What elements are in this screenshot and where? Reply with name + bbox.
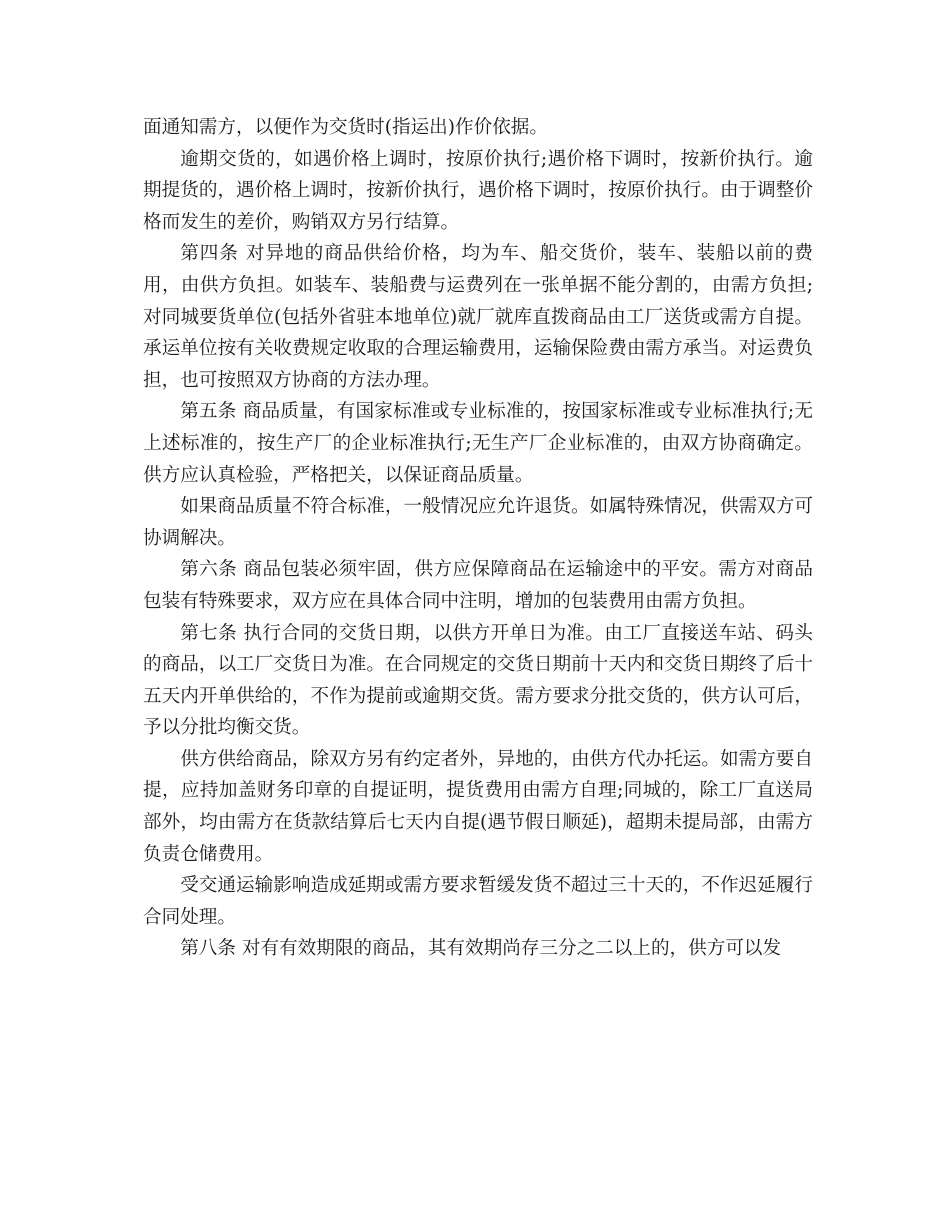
- paragraph: 供方供给商品，除双方另有约定者外，异地的，由供方代办托运。如需方要自提，应持加盖财务印章的自提证明，提货费用由需方自理;同城的，除工厂直送局部外，均由需方在货款结算后七天内自提(遇节假日顺延)，超期未提局部，由需方负责仓储费用。: [143, 748, 813, 865]
- paragraph: 受交通运输影响造成延期或需方要求暂缓发货不超过三十天的，不作迟延履行合同处理。: [143, 875, 813, 928]
- paragraph-article-8: 第八条 对有有效期限的商品，其有效期尚存三分之二以上的，供方可以发: [180, 938, 782, 960]
- paragraph: 面通知需方，以便作为交货时(指运出)作价依据。: [143, 117, 548, 138]
- paragraph-article-7: 第七条 执行合同的交货日期，以供方开单日为准。由工厂直接送车站、码头的商品，以工厂交货日为准。在合同规定的交货日期前十天内和交货日期终了后十五天内开单供给的，不作为提前或逾期交货。需方要求分批交货的，供方认可后，予以分批均衡交货。: [143, 622, 813, 739]
- paragraph-article-5: 第五条 商品质量，有国家标准或专业标准的，按国家标准或专业标准执行;无上述标准的，按生产厂的企业标准执行;无生产厂企业标准的，由双方协商确定。供方应认真检验，严格把关，以保证商品质量。: [143, 401, 813, 486]
- paragraph: 如果商品质量不符合标准，一般情况应允许退货。如属特殊情况，供需双方可协调解决。: [143, 496, 813, 549]
- paragraph: 逾期交货的，如遇价格上调时，按原价执行;遇价格下调时，按新价执行。逾期提货的，遇价格上调时，按新价执行，遇价格下调时，按原价执行。由于调整价格而发生的差价，购销双方另行结算。: [143, 148, 813, 233]
- paragraph-article-4: 第四条 对异地的商品供给价格，均为车、船交货价，装车、装船以前的费用，由供方负担。如装车、装船费与运费列在一张单据不能分割的，由需方负担;对同城要货单位(包括外省驻本地单位)就厂就库直拨商品由工厂送货或需方自提。承运单位按有关收费规定收取的合理运输费用，运输保险费由需方承当。对运费负担，也可按照双方协商的方法办理。: [143, 243, 813, 391]
- document-body: [143, 112, 813, 965]
- paragraph-article-6: 第六条 商品包装必须牢固，供方应保障商品在运输途中的平安。需方对商品包装有特殊要求，双方应在具体合同中注明，增加的包装费用由需方负担。: [143, 559, 813, 612]
